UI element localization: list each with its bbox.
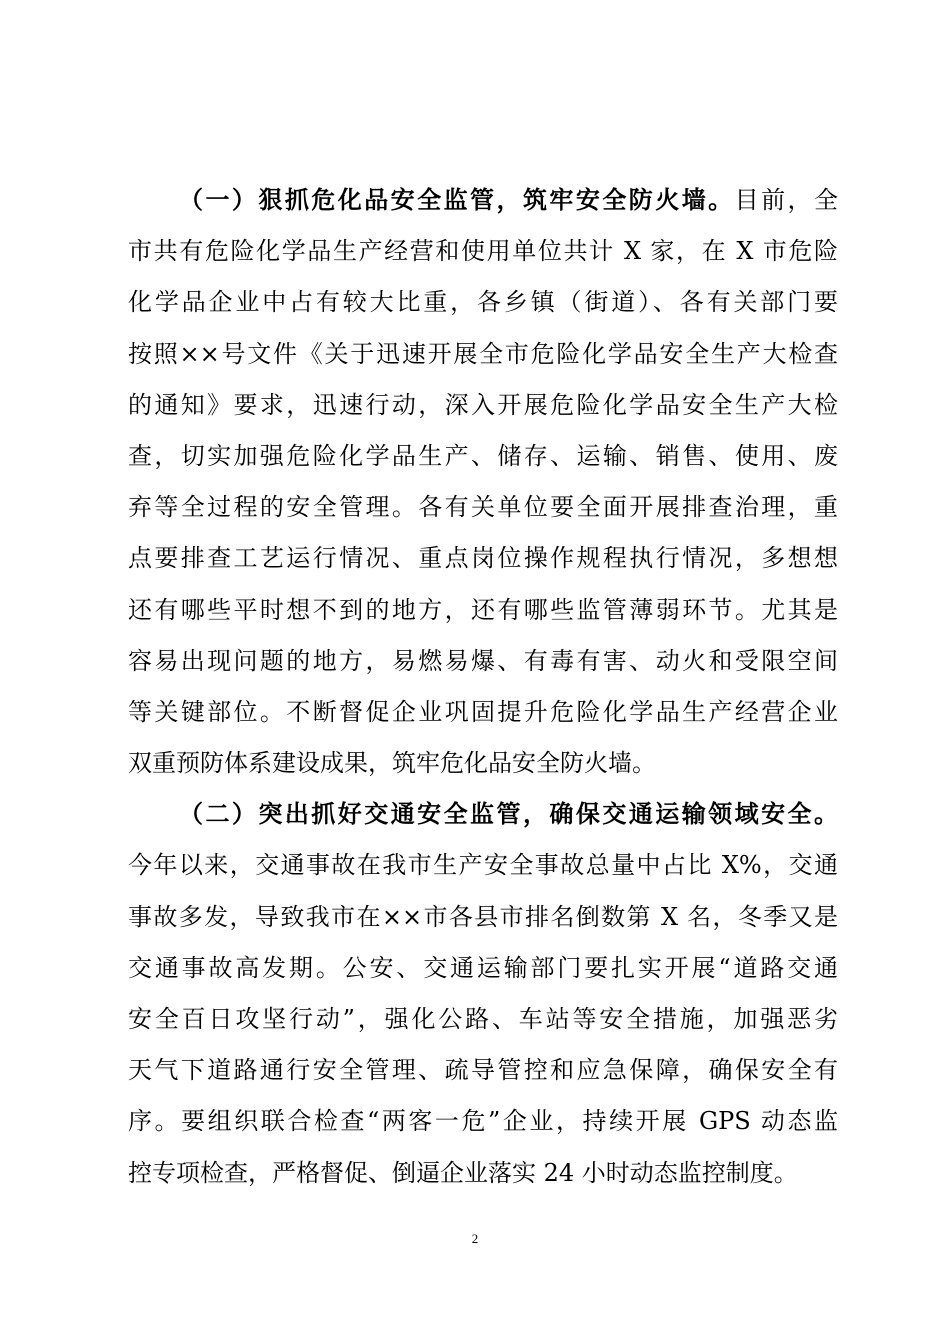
paragraph-line: 序。要组织联合检查“两客一危”企业，持续开展 GPS 动态监: [128, 1107, 838, 1136]
paragraph-line: 查，切实加强危险化学品生产、储存、运输、销售、使用、废: [128, 441, 838, 470]
section-heading-1: （一）狠抓危化品安全监管，筑牢安全防火墙。: [179, 186, 735, 214]
paragraph-line: [128, 789, 838, 840]
page-number: 2: [471, 1231, 479, 1246]
paragraph-line: 点要排查工艺运行情况、重点岗位操作规程执行情况，多想想: [128, 544, 838, 573]
section-heading-2: （二）突出抓好交通安全监管，确保交通运输领域安全。: [179, 800, 838, 829]
paragraph-line: 交通事故高发期。公安、交通运输部门要扎实开展“道路交通: [128, 953, 838, 982]
document-body: [128, 175, 838, 1199]
paragraph-line: 今年以来，交通事故在我市生产安全事故总量中占比 X%，交通: [128, 851, 838, 880]
paragraph-line: 安全百日攻坚行动”，强化公路、车站等安全措施，加强恶劣: [128, 1005, 838, 1033]
paragraph-line: 化学品企业中占有较大比重，各乡镇（街道）、各有关部门要: [128, 288, 838, 317]
paragraph-line: 天气下道路通行安全管理、疏导管控和应急保障，确保安全有: [128, 1056, 838, 1085]
paragraph-line: 弃等全过程的安全管理。各有关单位要全面开展排查治理，重: [128, 493, 838, 522]
paragraph-line: 市共有危险化学品生产经营和使用单位共计 X 家，在 X 市危险: [128, 237, 838, 266]
paragraph-line: 等关键部位。不断督促企业巩固提升危险化学品生产经营企业: [128, 697, 838, 726]
paragraph-text: 目前，全: [734, 186, 838, 214]
paragraph-line: 双重预防体系建设成果，筑牢危化品安全防火墙。: [128, 749, 656, 778]
paragraph-line: 按照××号文件《关于迅速开展全市危险化学品安全生产大检查: [128, 339, 838, 368]
paragraph-line: 的通知》要求，迅速行动，深入开展危险化学品安全生产大检: [128, 390, 838, 419]
paragraph-line: 还有哪些平时想不到的地方，还有哪些监管薄弱环节。尤其是: [128, 595, 838, 624]
paragraph-line: 控专项检查，严格督促、倒逼企业落实 24 小时动态监控制度。: [128, 1158, 798, 1187]
paragraph-line: 事故多发，导致我市在××市各县市排名倒数第 X 名，冬季又是: [128, 902, 838, 931]
paragraph-line: 容易出现问题的地方，易燃易爆、有毒有害、动火和受限空间: [128, 646, 838, 675]
paragraph-line: [128, 175, 838, 226]
